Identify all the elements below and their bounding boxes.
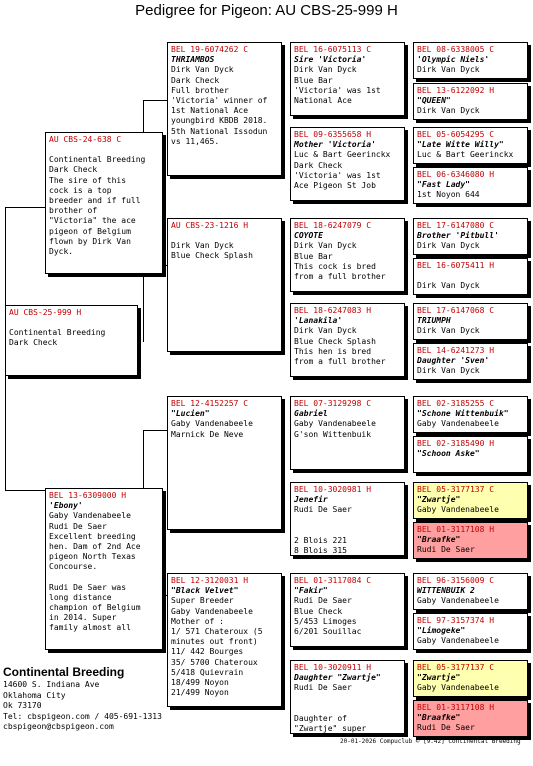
pedigree-line: Luc & Bart Geerinckx: [294, 150, 391, 160]
pedigree-line: "Zwartje" super: [294, 723, 367, 733]
pigeon-name: "Zwartje": [417, 495, 461, 505]
pedigree-line: Luc & Bart Geerinckx: [417, 150, 514, 160]
pigeon-name: 'Olympic Niels': [417, 55, 490, 65]
pigeon-name: THRIAMBOS: [171, 55, 215, 65]
pedigree-line: Gaby Vandenabeele: [417, 505, 499, 515]
pedigree-line: Dirk Van Dyck: [417, 106, 480, 116]
pedigree-line: G'son Wittenbuik: [294, 429, 372, 439]
pedigree-line: 1st Noyon 644: [417, 190, 480, 200]
pedigree-line: [49, 573, 159, 583]
ring-number: BEL 18-6247083 H: [294, 306, 372, 315]
pedigree-line: Gaby Vandenabeele: [171, 606, 253, 616]
breeder-phone: Tel: cbspigeon.com / 405-691-1313: [3, 711, 162, 721]
ring-number: AU CBS-23-1216 H: [171, 221, 249, 230]
ring-number: BEL 08-6338005 C: [417, 45, 495, 54]
pedigree-line: Marnick De Neve: [171, 429, 244, 439]
pedigree-line: Super Breeder: [171, 596, 234, 606]
pigeon-name: "QUEEN": [417, 96, 451, 106]
breeder-name: Continental Breeding: [3, 665, 125, 679]
breeder-email: cbspigeon@cbspigeon.com: [3, 722, 114, 731]
pedigree-line: Dirk Van Dyck: [294, 326, 357, 336]
pigeon-name: "Schoon Aske": [417, 449, 480, 459]
connector-line: [5, 374, 6, 490]
pedigree-box-g4: [413, 167, 528, 204]
ring-number: BEL 17-6147080 C: [417, 221, 495, 230]
pedigree-line: Gaby Vandenabeele: [417, 596, 499, 606]
pigeon-name: 'Ebony': [49, 501, 83, 511]
pedigree-line: breeder and if full: [49, 196, 141, 206]
pedigree-line: [294, 526, 401, 536]
pigeon-name: 'Lanakila': [294, 316, 343, 326]
pedigree-line: 21/499 Noyon: [171, 688, 229, 698]
pedigree-line: Rudi De Saer: [294, 505, 352, 515]
ring-number: BEL 01-3117108 H: [417, 703, 495, 712]
pedigree-line: National Ace: [294, 96, 352, 106]
pedigree-line: [171, 231, 278, 241]
pedigree-line: 18/499 Noyon: [171, 678, 229, 688]
pedigree-box-ss: [167, 42, 282, 176]
pedigree-box-g11: [413, 482, 528, 519]
pedigree-line: "Victoria" the ace: [49, 216, 136, 226]
pedigree-line: from a full brother: [294, 357, 386, 367]
ring-number: BEL 10-3020911 H: [294, 663, 372, 672]
pedigree-line: This hen is bred: [294, 346, 372, 356]
pigeon-name: "Limogeke": [417, 626, 466, 636]
connector-line: [5, 207, 6, 307]
pedigree-box-sire: [45, 132, 163, 274]
pedigree-box-dd: [167, 573, 282, 707]
pigeon-name: WITTENBUIK 2: [417, 586, 475, 596]
pedigree-line: Daughter of: [294, 713, 347, 723]
page-title: Pedigree for Pigeon: AU CBS-25-999 H: [135, 2, 398, 19]
pedigree-line: Dirk Van Dyck: [171, 65, 234, 75]
pigeon-name: "Lucien": [171, 409, 210, 419]
pedigree-line: Blue Bar: [294, 251, 333, 261]
pedigree-line: 8 Blois 315: [294, 545, 347, 555]
pigeon-name: "Zwartje": [417, 673, 461, 683]
ring-number: BEL 01-3117084 C: [294, 576, 372, 585]
pedigree-line: Rudi De Saer: [417, 545, 475, 555]
ring-number: BEL 05-3177137 C: [417, 485, 495, 494]
pigeon-name: Jenefir: [294, 495, 328, 505]
pedigree-line: Blue Check Splash: [171, 251, 253, 261]
ring-number: AU CBS-24-638 C: [49, 135, 122, 144]
pedigree-line: Rudi De Saer: [49, 521, 107, 531]
pedigree-box-ssd: [290, 127, 405, 201]
pedigree-line: [294, 516, 401, 526]
pigeon-name: Daughter 'Sven': [417, 356, 490, 366]
pedigree-line: 6/201 Souillac: [294, 627, 362, 637]
pedigree-line: Dirk Van Dyck: [294, 241, 357, 251]
pedigree-line: Dirk Van Dyck: [417, 366, 480, 376]
ring-number: BEL 13-6122092 H: [417, 86, 495, 95]
pigeon-name: "Schone Wittenbuik": [417, 409, 509, 419]
pedigree-line: Dyck.: [49, 247, 74, 257]
pedigree-line: [417, 271, 524, 281]
pedigree-box-ds: [167, 396, 282, 530]
pedigree-box-g2: [413, 83, 528, 120]
pedigree-line: 11/ 442 Bourges: [171, 647, 244, 657]
pedigree-line: Gaby Vandenabeele: [417, 636, 499, 646]
pedigree-line: brother of: [49, 206, 98, 216]
ring-number: BEL 16-6075411 H: [417, 261, 495, 270]
pedigree-line: Rudi De Saer: [417, 723, 475, 733]
pedigree-box-g15: [413, 660, 528, 697]
pedigree-line: flown by Dirk Van: [49, 236, 131, 246]
ring-number: BEL 12-3120031 H: [171, 576, 249, 585]
pigeon-name: COYOTE: [294, 231, 323, 241]
ring-number: BEL 07-3129298 C: [294, 399, 372, 408]
pedigree-line: 'Victoria' was 1st: [294, 85, 381, 95]
pedigree-line: family almost all: [49, 623, 131, 633]
ring-number: BEL 17-6147068 C: [417, 306, 495, 315]
pedigree-line: long distance: [49, 592, 112, 602]
ring-number: BEL 12-4152257 C: [171, 399, 249, 408]
pedigree-line: 1/ 571 Chateroux (5: [171, 627, 263, 637]
pigeon-name: "Braafke": [417, 535, 461, 545]
connector-line: [5, 207, 45, 208]
pedigree-line: 5/418 Quievrain: [171, 667, 244, 677]
pedigree-box-g12: [413, 522, 528, 559]
pedigree-line: Gaby Vandenabeele: [171, 419, 253, 429]
pedigree-line: Dirk Van Dyck: [171, 241, 234, 251]
pedigree-box-g1: [413, 42, 528, 79]
pedigree-line: This cock is bred: [294, 261, 376, 271]
pedigree-line: Dirk Van Dyck: [417, 326, 480, 336]
ring-number: BEL 13-6309000 H: [49, 491, 127, 500]
pigeon-name: "Braafke": [417, 713, 461, 723]
ring-number: BEL 09-6355658 H: [294, 130, 372, 139]
pedigree-line: Dirk Van Dyck: [417, 281, 480, 291]
breeder-address: 14600 S. Indiana Ave: [3, 680, 100, 689]
pedigree-box-sd: [167, 218, 282, 352]
pigeon-name: "Fast Lady": [417, 180, 470, 190]
pedigree-line: vs 11,465.: [171, 136, 220, 146]
pedigree-line: Dirk Van Dyck: [417, 241, 480, 251]
pedigree-line: Rudi De Saer: [294, 596, 352, 606]
pedigree-line: 2 Blois 221: [294, 535, 347, 545]
pedigree-line: Blue Check: [294, 606, 343, 616]
pedigree-line: Dark Check: [171, 75, 220, 85]
pedigree-line: [294, 694, 401, 704]
pedigree-line: 'Victoria' was 1st: [294, 170, 381, 180]
pedigree-line: champion of Belgium: [49, 603, 141, 613]
connector-line: [143, 100, 167, 101]
pedigree-box-g6: [413, 258, 528, 295]
pedigree-line: 1st National Ace: [171, 106, 249, 116]
pigeon-name: Mother 'Victoria': [294, 140, 376, 150]
ring-number: BEL 02-3185490 H: [417, 439, 495, 448]
pedigree-box-dsd: [290, 482, 405, 556]
pedigree-line: [294, 704, 401, 714]
pedigree-line: Dark Check: [294, 160, 343, 170]
pedigree-line: cock is a top: [49, 185, 112, 195]
pedigree-box-dds: [290, 573, 405, 647]
ring-number: BEL 10-3020981 H: [294, 485, 372, 494]
ring-number: BEL 02-3185255 C: [417, 399, 495, 408]
breeder-info: [3, 664, 162, 733]
pedigree-box-g7: [413, 303, 528, 340]
pedigree-line: 35/ 5700 Chateroux: [171, 657, 258, 667]
ring-number: BEL 18-6247079 C: [294, 221, 372, 230]
pedigree-box-g16: [413, 700, 528, 737]
footer-info: 20-01-2026 Compuclub © [9.42] Continental Breeding: [340, 738, 521, 745]
ring-number: BEL 16-6075113 C: [294, 45, 372, 54]
pigeon-name: Brother 'Pitbull': [417, 231, 499, 241]
pedigree-line: Blue Check Splash: [294, 336, 376, 346]
pedigree-line: Gaby Vandenabeele: [417, 683, 499, 693]
pedigree-line: Dirk Van Dyck: [417, 65, 480, 75]
pedigree-line: Ace Pigeon St Job: [294, 181, 376, 191]
pedigree-line: Full brother: [171, 85, 229, 95]
breeder-city: Oklahoma City: [3, 690, 66, 700]
ring-number: BEL 05-6054295 C: [417, 130, 495, 139]
pedigree-line: Gaby Vandenabeele: [49, 511, 131, 521]
ring-number: BEL 19-6074262 C: [171, 45, 249, 54]
pedigree-line: in 2014. Super: [49, 613, 117, 623]
ring-number: AU CBS-25-999 H: [9, 308, 82, 317]
pedigree-line: Gaby Vandenabeele: [417, 419, 499, 429]
pedigree-box-g10: [413, 436, 528, 473]
pedigree-box-dss: [290, 396, 405, 470]
pedigree-line: Gaby Vandenabeele: [294, 419, 376, 429]
pedigree-line: [9, 318, 134, 328]
pedigree-line: Concourse.: [49, 562, 98, 572]
ring-number: BEL 01-3117108 H: [417, 525, 495, 534]
pedigree-line: from a full brother: [294, 272, 386, 282]
pedigree-line: pigeon North Texas: [49, 552, 136, 562]
ring-number: BEL 05-3177137 C: [417, 663, 495, 672]
pedigree-line: 5th National Issodun: [171, 126, 268, 136]
pedigree-box-g14: [413, 613, 528, 650]
pedigree-line: [49, 145, 159, 155]
ring-number: BEL 97-3157374 H: [417, 616, 495, 625]
pedigree-line: The sire of this: [49, 175, 127, 185]
pedigree-line: Rudi De Saer: [294, 683, 352, 693]
pedigree-line: Mother of :: [171, 616, 224, 626]
pedigree-box-ddd: [290, 660, 405, 734]
pigeon-name: Daughter "Zwartje": [294, 673, 381, 683]
pedigree-line: minutes out front): [171, 637, 258, 647]
pedigree-line: 5/453 Limoges: [294, 616, 357, 626]
pigeon-name: "Black Velvet": [171, 586, 239, 596]
pedigree-line: Dark Check: [49, 165, 98, 175]
pedigree-line: 'Victoria' winner of: [171, 96, 268, 106]
ring-number: BEL 06-6346080 H: [417, 170, 495, 179]
pedigree-line: Blue Bar: [294, 75, 333, 85]
pigeon-name: TRIUMPH: [417, 316, 451, 326]
pedigree-box-g3: [413, 127, 528, 164]
pedigree-box-g9: [413, 396, 528, 433]
connector-line: [143, 430, 167, 431]
connector-line: [5, 490, 45, 491]
pedigree-box-g8: [413, 343, 528, 380]
pedigree-box-sdd: [290, 303, 405, 377]
pedigree-box-subject: [5, 305, 138, 376]
pigeon-name: Gabriel: [294, 409, 328, 419]
pedigree-line: hen. Dam of 2nd Ace: [49, 542, 141, 552]
ring-number: BEL 14-6241273 H: [417, 346, 495, 355]
pigeon-name: Sire 'Victoria': [294, 55, 367, 65]
ring-number: BEL 96-3156009 C: [417, 576, 495, 585]
pedigree-line: Rudi De Saer was: [49, 582, 127, 592]
pedigree-box-g13: [413, 573, 528, 610]
pedigree-line: youngbird KBDB 2018.: [171, 116, 268, 126]
pedigree-box-dam: [45, 488, 163, 650]
pedigree-box-g5: [413, 218, 528, 255]
pedigree-line: Continental Breeding: [49, 155, 146, 165]
pedigree-line: Dark Check: [9, 338, 58, 348]
pedigree-line: Dirk Van Dyck: [294, 65, 357, 75]
pedigree-box-sss: [290, 42, 405, 116]
pigeon-name: "Late Witte Willy": [417, 140, 504, 150]
breeder-state: Ok 73170: [3, 701, 42, 710]
pedigree-box-sds: [290, 218, 405, 292]
pedigree-line: Excellent breeding: [49, 531, 136, 541]
pedigree-line: pigeon of Belgium: [49, 226, 131, 236]
pedigree-line: Continental Breeding: [9, 328, 106, 338]
pigeon-name: "Fakir": [294, 586, 328, 596]
